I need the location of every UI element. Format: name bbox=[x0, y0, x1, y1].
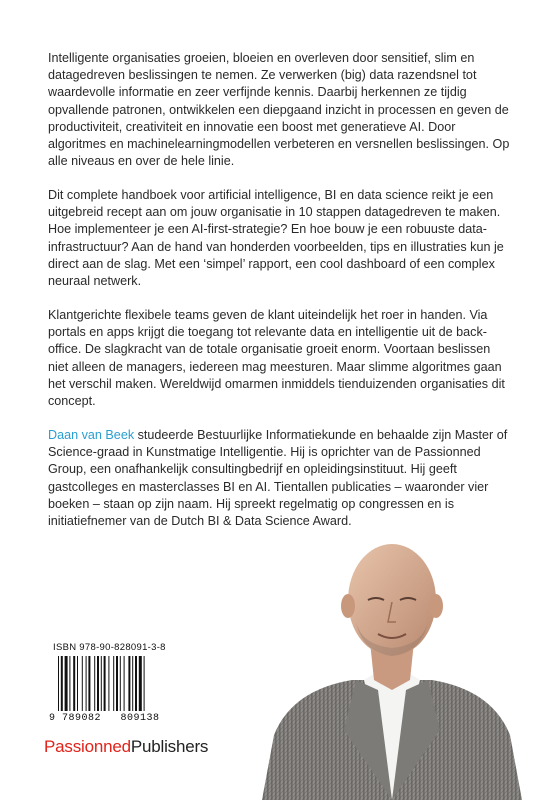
barcode-digits: 9 789082 809138 bbox=[49, 713, 160, 724]
paragraph-text: Dit complete handboek voor artificial intelligence, BI en data science reikt je een uitgebreid recept aan om jouw organisatie in 10 stappen datagedreven te maken. Hoe implementeer je een AI-first-strategie? En hoe bouw je een robuuste data-infrastructuur? Aan de hand van honderden voorbeelden, tips en illustraties kun je direct aan de slag. Met een ‘simpel’ rapport, een cool dashboard of een complex neuraal netwerk. bbox=[48, 188, 504, 289]
publisher-name-part-1: Passionned bbox=[44, 737, 131, 756]
publisher-logo bbox=[44, 737, 208, 757]
blurb-paragraph-1 bbox=[48, 50, 510, 170]
paragraph-text: Intelligente organisaties groeien, bloeien en overleven door sensitief, slim en datagedreven beslissingen te nemen. Ze verwerken (big) data razendsnel tot waardevolle informatie en zeer verfijnde kennis. Daarbij herkennen ze tijdig opvallende patronen, ontwikkelen een diepgaand inzicht in processen en geven de productiviteit, creativiteit en innovatie een boost met generatieve AI. Door algoritmes en machinelearningmodellen verbeteren en versnellen beslissingen. Op alle niveaus en over de hele linie. bbox=[48, 51, 510, 169]
blurb-paragraph-2 bbox=[48, 187, 510, 290]
author-bio bbox=[48, 427, 510, 530]
author-bio-body: studeerde Bestuurlijke Informatiekunde en behaalde zijn Master of Science-graad in Kunstmatige Intelligentie. Hij is oprichter van de Passionned Group, een onafhankelijk consultingbedrijf en opleidingsinstituut. Hij geeft gastcolleges en masterclasses BI en AI. Tientallen publicaties – waaronder vier boeken – staan op zijn naam. Hij spreekt regelmatig op congressen en is initiatiefnemer van de Dutch BI & Data Science Award. bbox=[48, 428, 508, 529]
author-photo bbox=[252, 530, 532, 800]
isbn-label: ISBN 978-90-828091-3-8 bbox=[53, 642, 166, 653]
isbn-barcode bbox=[50, 656, 170, 714]
blurb-paragraph-3 bbox=[48, 307, 510, 410]
paragraph-text: Klantgerichte flexibele teams geven de klant uiteindelijk het roer in handen. Via portals en apps krijgt die toegang tot relevante data en intelligentie uit de back-office. De slagkracht van de totale organisatie groeit enorm. Voortaan beslissen niet alleen de managers, iedereen mag meesturen. Maar slimme algoritmes gaan het verschil maken. Wereldwijd omarmen inmiddels tienduizenden organisaties dit concept. bbox=[48, 308, 505, 409]
author-name: Daan van Beek bbox=[48, 428, 135, 442]
publisher-name-part-2: Publishers bbox=[130, 737, 209, 756]
author-bio-text bbox=[48, 427, 510, 530]
